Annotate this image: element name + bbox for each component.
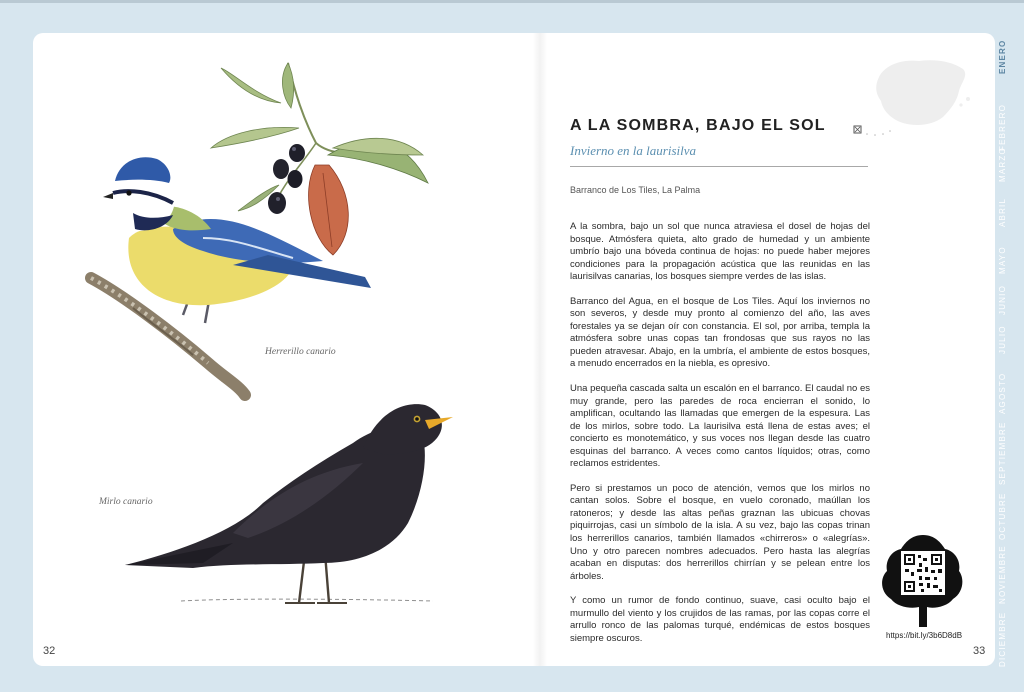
month-tab-febrero[interactable]: FEBRERO — [998, 103, 1007, 151]
top-edge — [0, 0, 1024, 3]
left-page-number: 32 — [43, 645, 56, 657]
article-paragraph: A la sombra, bajo un sol que nunca atraviesa el dosel de hojas del bosque. Atmósfera quieta, alto grado de humedad y un ambiente umbrío bajo una bóveda continua de hojas: no puede haber mejores condiciones para la propagación acústica que las reunidas en las laurisilvas canarias, los bosques siempre verdes de las islas. — [570, 221, 870, 283]
article-body — [570, 221, 870, 657]
article-title: A LA SOMBRA, BAJO EL SOL — [570, 117, 826, 134]
article-subtitle: Invierno en la laurisilva — [570, 143, 697, 158]
right-page-number: 33 — [973, 645, 986, 657]
month-tab-octubre[interactable]: OCTUBRE — [998, 492, 1007, 540]
article-paragraph: Barranco del Agua, en el bosque de Los Tiles. Aquí los inviernos no son severos, y desde muy pronto al comienzo del año, las aves forestales ya se dejan oír con constancia. El sol, por arriba, templa la atmósfera sobre unas copas tan frondosas que sus rayos no las pueden atravesar. Abajo, en la umbría, el ambiente de estos bosques, a menudo encerrados en la niebla, es opresivo. — [570, 295, 870, 370]
month-tab-marzo[interactable]: MARZO — [998, 147, 1007, 183]
month-tab-septiembre[interactable]: SEPTIEMBRE — [998, 421, 1007, 485]
article-paragraph: Pero si prestamos un poco de atención, vemos que los mirlos no cantan solos. Sobre el bosque, en vuelo coronado, maúllan los ratoneros; y desde las altas peñas graznan las ubicuas chovas piquirrojas, casi un símbolo de la isla. A su vez, bajo las copas trinan los herrerillos canarios, también llamados «chirreros» o «alegrías». Uno y otro parecen nombres adecuados. Pero hasta las alegrías acaban en disputas: dos herrerillos chirrían y se pelean entre los árboles. — [570, 482, 870, 582]
spain-map-icon — [873, 47, 975, 133]
blackbird-illustration — [125, 404, 453, 603]
article-paragraph: Y como un rumor de fondo continuo, suave, casi oculto bajo el murmullo del viento y los crujidos de las ramas, por las copas corre el arrullo ronco de las palomas turqué, endémicas de estos bosques siempre oscuros. — [570, 595, 870, 644]
month-tab-julio[interactable]: JULIO — [998, 325, 1007, 355]
month-tab-diciembre[interactable]: DICIEMBRE — [998, 611, 1007, 667]
location-label: Barranco de Los Tiles, La Palma — [570, 185, 701, 195]
month-index-tabs — [998, 33, 1020, 666]
blue-tit-caption: Herrerillo canario — [265, 347, 336, 357]
title-divider — [570, 166, 868, 167]
book-spine — [533, 33, 547, 666]
book-spread — [33, 33, 995, 666]
month-tab-enero[interactable]: ENERO — [998, 39, 1007, 75]
month-tab-abril[interactable]: ABRIL — [998, 197, 1007, 227]
article-paragraph: Una pequeña cascada salta un escalón en el barranco. El caudal no es muy grande, pero las paredes de roca encierran el sonido, lo amplifican, ocultando las llamadas que emergen de la espesura. Las de los mirlos, sobre todo. La laurisilva está llena de estas aves; el concierto es monotemático, y sus voces nos llegan desde las cuatro esquinas del barranco. A veces como cantos líquidos; otras, como reclamos estridentes. — [570, 383, 870, 470]
month-tab-junio[interactable]: JUNIO — [998, 285, 1007, 315]
month-tab-agosto[interactable]: AGOSTO — [998, 372, 1007, 414]
qr-link-url[interactable]: https://bit.ly/3b6D8dB — [886, 631, 963, 640]
month-tab-mayo[interactable]: MAYO — [998, 246, 1007, 274]
month-tab-noviembre[interactable]: NOVIEMBRE — [998, 545, 1007, 605]
tree-qr-code-icon[interactable] — [881, 531, 965, 631]
blackbird-caption: Mirlo canario — [99, 497, 153, 507]
sound-wave-icon — [853, 123, 893, 137]
